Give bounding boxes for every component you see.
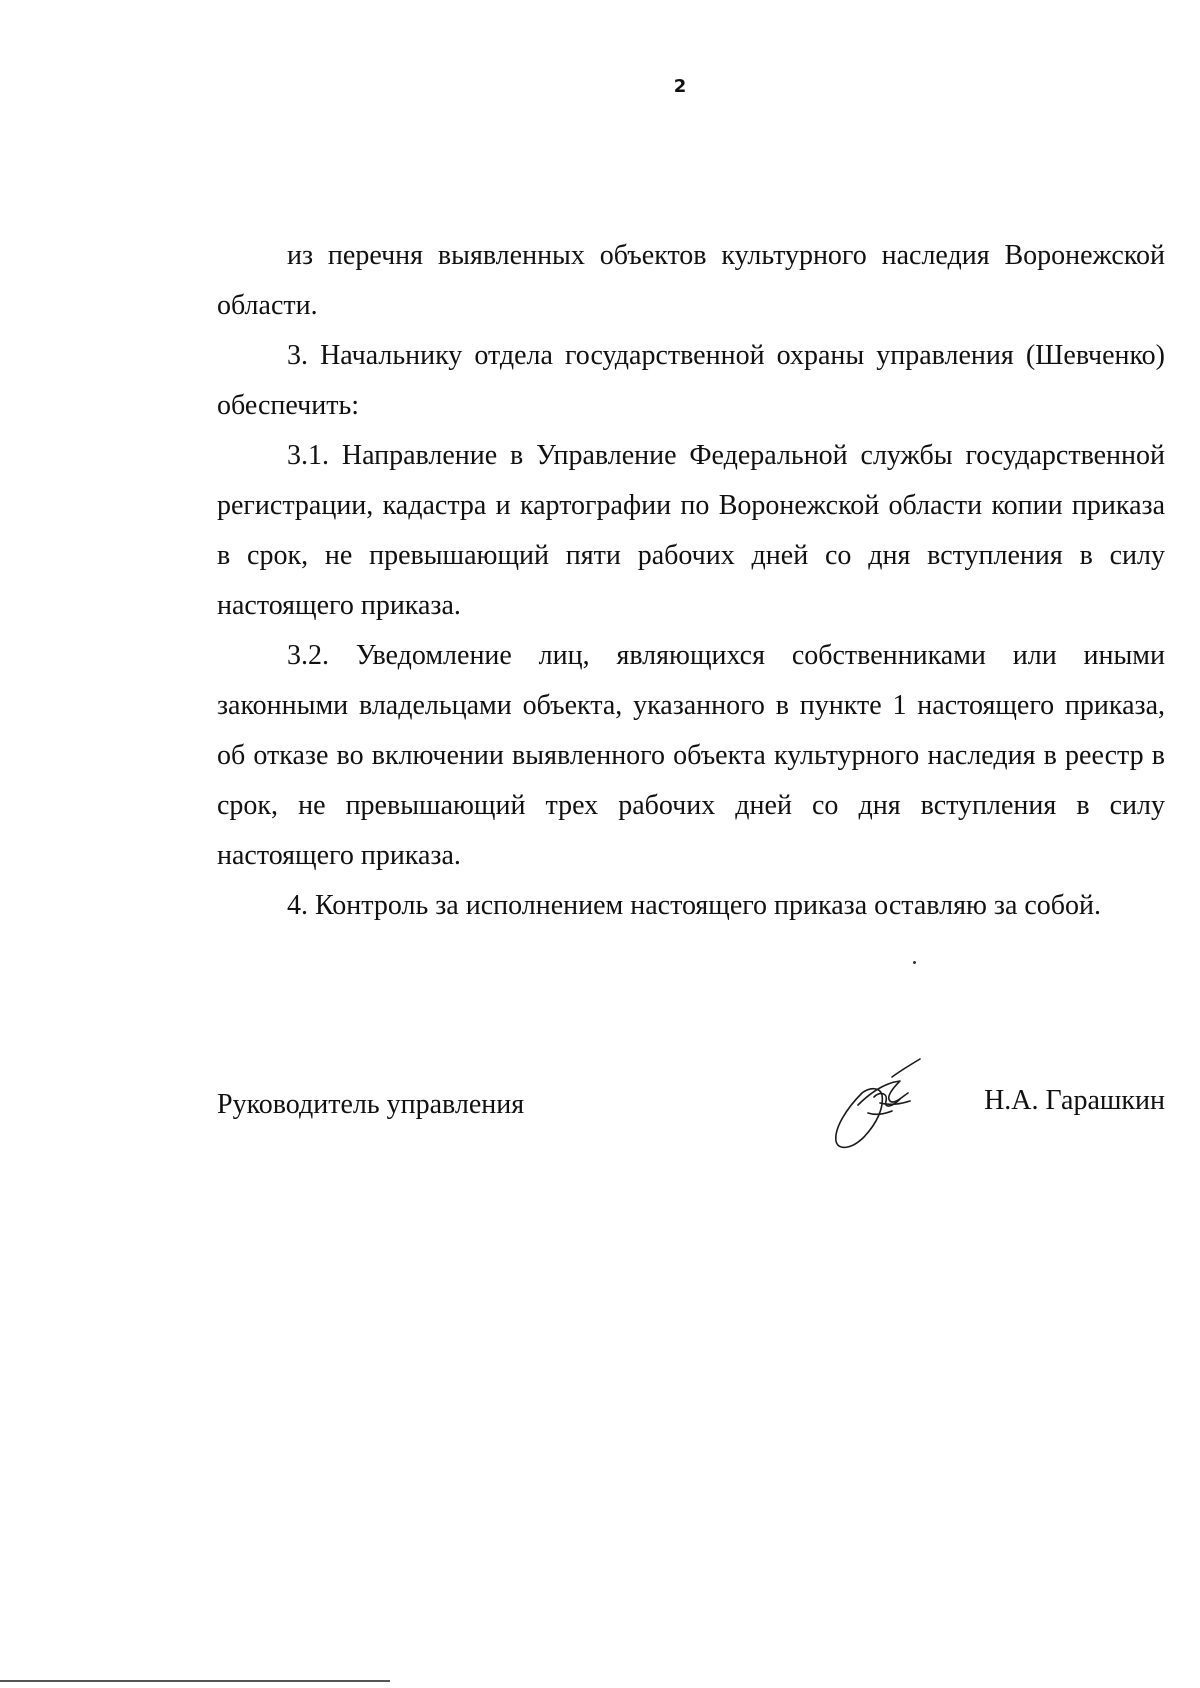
document-body (217, 231, 1165, 931)
paragraph-item-3-1: 3.1. Направление в Управление Федеральной службы государственной регистрации, кадастра и картографии по Воронежской области копии приказа в срок, не превышающий пяти рабочих дней со дня вступления в силу настоящего приказа. (217, 440, 1165, 621)
signature-block (217, 1075, 1165, 1175)
page-number: 2 (673, 76, 687, 97)
signer-name: Н.А. Гарашкин (984, 1085, 1165, 1116)
paragraph-item-3-2: 3.2. Уведомление лиц, являющихся собственниками или иными законными владельцами объекта, указанного в пункте 1 настоящего приказа, об отказе во включении выявленного объекта культурного наследия в реестр в срок, не превышающий трех рабочих дней со дня вступления в силу настоящего приказа. (217, 640, 1165, 871)
scan-speck (913, 961, 916, 964)
handwritten-signature-icon (822, 1053, 932, 1158)
paragraph-item-3: 3. Начальнику отдела государственной охраны управления (Шевченко) обеспечить: (217, 340, 1165, 421)
scan-edge-line (0, 1680, 390, 1682)
signer-position: Руководитель управления (217, 1089, 525, 1120)
paragraph-item-4: 4. Контроль за исполнением настоящего приказа оставляю за собой. (287, 890, 1102, 921)
paragraph-continuation: из перечня выявленных объектов культурного наследия Воронежской области. (217, 240, 1165, 321)
